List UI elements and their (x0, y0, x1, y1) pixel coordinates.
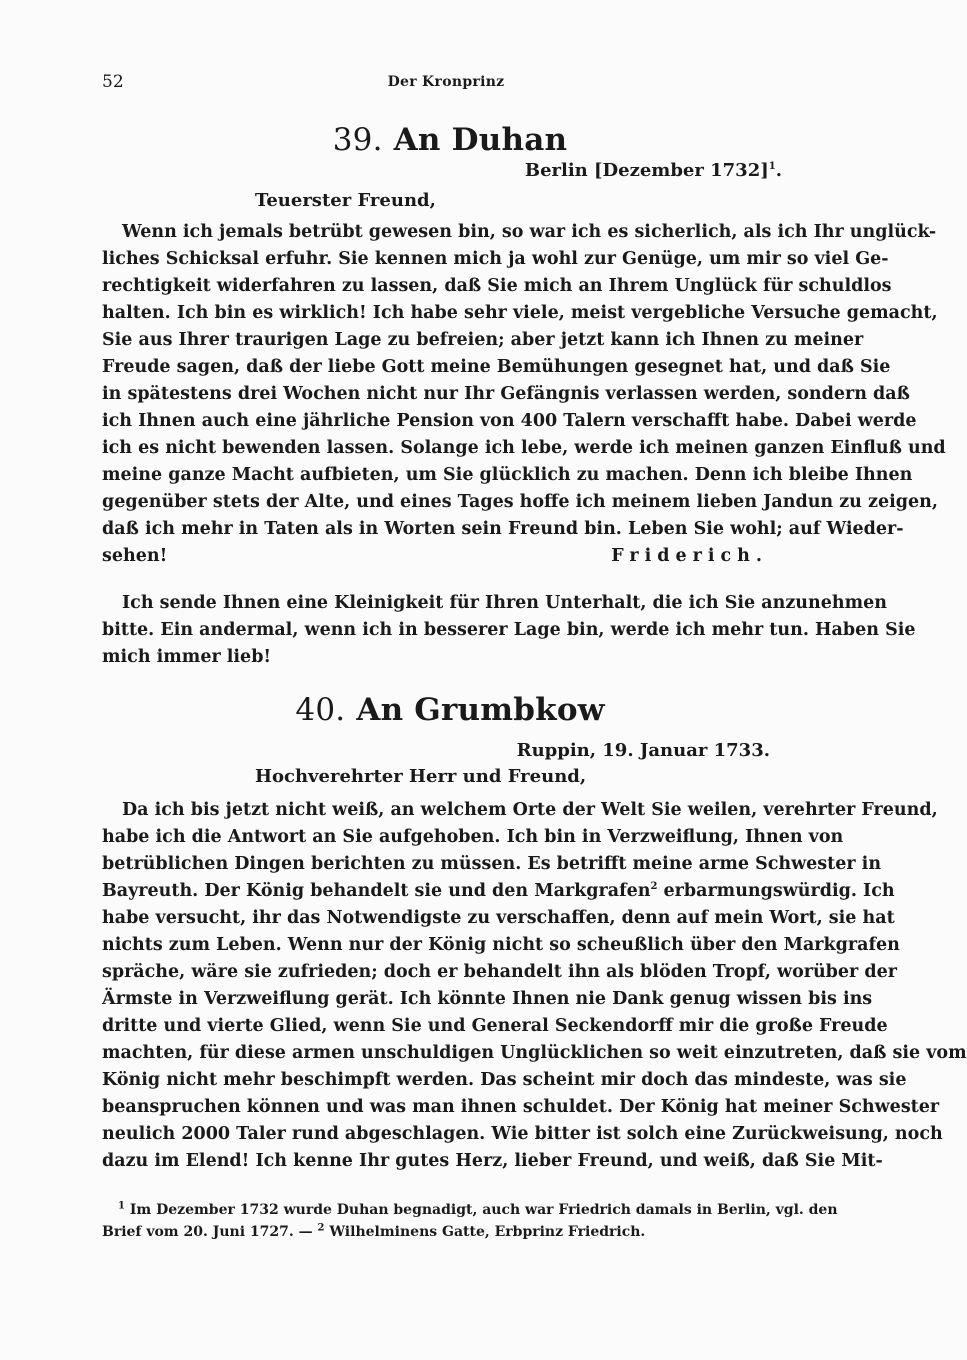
text-line: dazu im Elend! Ich kenne Ihr gutes Herz, lieber Freund, und weiß, daß Sie Mit- (102, 1151, 883, 1171)
text-line: bitte. Ein andermal, wenn ich in besserer Lage bin, werde ich mehr tun. Haben Sie (102, 620, 916, 640)
footnote-mark-2: 2 (317, 1222, 325, 1234)
footnote-text: Brief vom 20. Juni 1727. — (102, 1224, 318, 1240)
text-line: neulich 2000 Taler rund abgeschlagen. Wie bitter ist solch eine Zurückweisung, noch (102, 1124, 943, 1144)
text-line: spräche, wäre sie zufrieden; doch er behandelt ihn als blöden Tropf, worüber der (102, 962, 897, 982)
text-line-with-signature (102, 543, 790, 570)
dateline-end: . (775, 160, 782, 181)
text-line: meine ganze Macht aufbieten, um Sie glücklich zu machen. Denn ich bleibe Ihnen (102, 465, 913, 485)
signature: Friderich. (611, 546, 768, 566)
text-line: betrüblichen Dingen berichten zu müssen. Es betrifft meine arme Schwester in (102, 854, 882, 874)
letter-39-paragraph-2 (102, 590, 916, 671)
text-segment: erbarmungswürdig. Ich (657, 881, 895, 901)
text-line: Freude sagen, daß der liebe Gott meine Bemühungen gesegnet hat, und daß Sie (102, 357, 891, 377)
text-segment: Bayreuth. Der König behandelt sie und den Markgrafen (102, 881, 651, 901)
dateline-text: Berlin [Dezember 1732] (524, 160, 769, 181)
text-line: Ärmste in Verzweiflung gerät. Ich könnte Ihnen nie Dank genug wissen bis ins (102, 989, 873, 1009)
footnote-mark-1: 1 (118, 1200, 125, 1212)
footnote-1 (102, 1199, 838, 1221)
footnote-ref-1: 1 (768, 161, 776, 172)
text-line: ich Ihnen auch eine jährliche Pension von 400 Talern verschafft habe. Dabei werde (102, 411, 917, 431)
text-line-with-note (102, 878, 895, 905)
text-line: mich immer lieb! (102, 647, 272, 667)
text-line: Ich sende Ihnen eine Kleinigkeit für Ihren Unterhalt, die ich Sie anzunehmen (122, 593, 887, 613)
letter-39-dateline (525, 160, 782, 181)
letter-40-paragraph-1 (102, 797, 967, 1175)
text-line: halten. Ich bin es wirklich! Ich habe sehr viele, meist vergebliche Versuche gemacht, (102, 303, 938, 323)
text-line: Sie aus Ihrer traurigen Lage zu befreien; aber jetzt kann ich Ihnen zu meiner (102, 330, 864, 350)
text-line: beanspruchen können und was man ihnen schuldet. Der König hat meiner Schwester (102, 1097, 940, 1117)
letter-40-salutation: Hochverehrter Herr und Freund, (255, 766, 587, 787)
text-line: nichts zum Leben. Wenn nur der König nicht so scheußlich über den Markgrafen (102, 935, 900, 955)
text-line: habe ich die Antwort an Sie aufgehoben. Ich bin in Verzweiflung, Ihnen von (102, 827, 844, 847)
letter-40-dateline: Ruppin, 19. Januar 1733. (516, 740, 770, 761)
footnotes (102, 1199, 838, 1243)
letter-title: An Duhan (393, 122, 568, 158)
text-line: dritte und vierte Glied, wenn Sie und General Seckendorff mir die große Freude (102, 1016, 888, 1036)
text-line: Da ich bis jetzt nicht weiß, an welchem Orte der Welt Sie weilen, verehrter Freund, (122, 800, 938, 820)
text-line: ich es nicht bewenden lassen. Solange ich lebe, werde ich meinen ganzen Einfluß und (102, 438, 946, 458)
text-line: gegenüber stets der Alte, und eines Tages hoffe ich meinem lieben Jandun zu zeigen, (102, 492, 938, 512)
letter-number: 39. (332, 122, 383, 158)
letter-40-heading (0, 692, 900, 728)
letter-title: An Grumbkow (356, 692, 605, 728)
letter-number: 40. (295, 692, 346, 728)
footnote-ref-2: 2 (650, 881, 658, 893)
letter-39-paragraph-1 (102, 219, 946, 570)
footnote-text: Wilhelminens Gatte, Erbprinz Friedrich. (324, 1224, 646, 1240)
text-line: in spätestens drei Wochen nicht nur Ihr Gefängnis verlassen werden, sondern daß (102, 384, 910, 404)
text-line: Wenn ich jemals betrübt gewesen bin, so war ich es sicherlich, als ich Ihr unglück- (122, 222, 937, 242)
footnote-text: Im Dezember 1732 wurde Duhan begnadigt, auch war Friedrich damals in Berlin, vgl. den (129, 1202, 838, 1218)
running-title: Der Kronprinz (387, 74, 505, 90)
text-line: rechtigkeit widerfahren zu lassen, daß Sie mich an Ihrem Unglück für schuldlos (102, 276, 892, 296)
text-line: daß ich mehr in Taten als in Worten sein Freund bin. Leben Sie wohl; auf Wieder- (102, 519, 904, 539)
text-line: habe versucht, ihr das Notwendigste zu verschaffen, denn auf mein Wort, sie hat (102, 908, 895, 928)
footnote-line-2 (102, 1221, 790, 1243)
running-head (102, 72, 790, 96)
text-line: König nicht mehr beschimpft werden. Das scheint mir doch das mindeste, was sie (102, 1070, 907, 1090)
text-line-end: sehen! (102, 546, 168, 566)
text-line: machten, für diese armen unschuldigen Unglücklichen so weit einzutreten, daß sie vom (102, 1043, 967, 1063)
text-line: liches Schicksal erfuhr. Sie kennen mich ja wohl zur Genüge, um mir so viel Ge- (102, 249, 889, 269)
page-number: 52 (102, 72, 124, 92)
letter-39-salutation: Teuerster Freund, (255, 190, 436, 211)
letter-39-heading (0, 122, 900, 158)
